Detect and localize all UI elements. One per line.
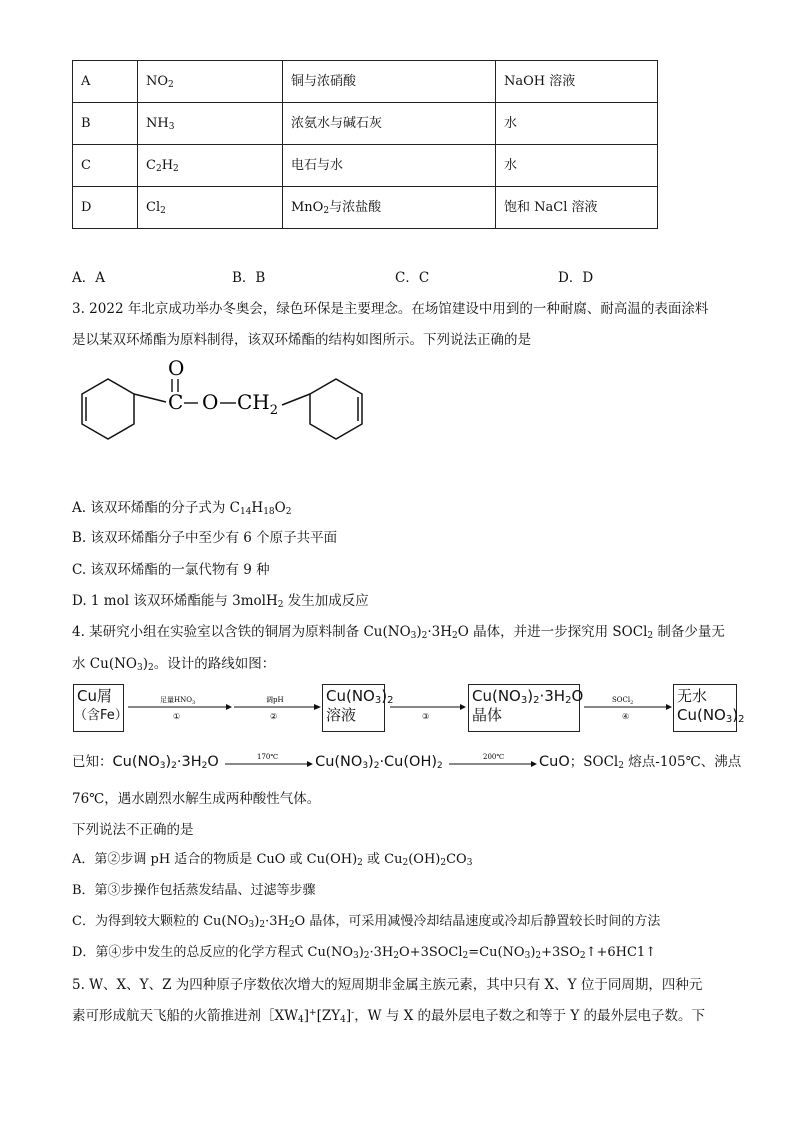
option-c: C．C <box>395 270 430 286</box>
flow-arrow-4 <box>582 690 674 722</box>
table-row <box>73 187 658 229</box>
flow-box-anhydrous: 无水 $Cu(NO_3)_2$ <box>673 684 737 732</box>
q4-known-line1: 已知：$Cu(NO_3)_2\cdot 3H_2O$ 170℃ $Cu(NO_3)_2\cdot Cu(OH)_2$ 200℃ CuO；SOCl$_2$ 熔点-105℃、沸点 <box>72 753 742 771</box>
row-label: A <box>73 61 138 103</box>
arrow4-step: ④ <box>622 712 630 721</box>
q4-stem-line1: 4. 某研究小组在实验室以含铁的铜屑为原料制备 $Cu(NO_3)_2\cdot 3H_2O$ 晶体，并进一步探究用 SOCl$_2$ 制备少量无 <box>72 624 725 641</box>
absorber-cell: 水 <box>496 103 658 145</box>
q3-option-d: D. 1 mol 该双环烯酯能与 3molH$_2$ 发生加成反应 <box>72 593 369 610</box>
gas-cell: $C_2H_2$ <box>138 145 283 187</box>
arrow4-reagent: SOCl$_2$ <box>612 696 634 706</box>
table-row <box>73 61 658 103</box>
arrow3-step: ③ <box>422 712 430 721</box>
table-row <box>73 145 658 187</box>
q5-stem-line1: 5. W、X、Y、Z 为四种原子序数依次增大的短周期非金属主族元素，其中只有 X、Y 位于同周期，四种元 <box>72 977 703 993</box>
flow-box-start: Cu屑 （含Fe） <box>73 684 124 732</box>
arrow2-step: ② <box>270 712 278 721</box>
condition-170: 170℃ <box>257 753 279 761</box>
option-a: A．A <box>72 270 105 286</box>
q2-options <box>72 269 672 287</box>
q4-stem: 下列说法不正确的是 <box>72 822 194 838</box>
absorber-cell: 水 <box>496 145 658 187</box>
row-label: B <box>73 103 138 145</box>
option-d: D．D <box>558 270 594 286</box>
q5-stem-line2: 素可形成航天飞船的火箭推进剂$[XW_4]^+[ZY_4]^-$，W 与 X 的最外层电子数之和等于 Y 的最外层电子数。下 <box>72 1008 706 1025</box>
q3-stem-line1: 3. 2022 年北京成功举办冬奥会，绿色环保是主要理念。在场馆建设中用到的一种耐腐、耐高温的表面涂料 <box>72 301 709 317</box>
q4-stem-line2: 水 $Cu(NO_3)_2$。设计的路线如图： <box>72 656 276 673</box>
reagent-cell: 电石与水 <box>283 145 496 187</box>
gas-cell: $Cl_2$ <box>138 187 283 229</box>
row-label: D <box>73 187 138 229</box>
right-ring <box>310 379 362 439</box>
carbon-label: C <box>168 390 184 414</box>
row-label: C <box>73 145 138 187</box>
carbonyl-oxygen-label: O <box>168 356 185 380</box>
flow-arrow-3 <box>388 690 468 722</box>
reagent-cell: MnO$_2$与浓盐酸 <box>283 187 496 229</box>
gas-cell: $NH_3$ <box>138 103 283 145</box>
reaction-arrow-170 <box>223 752 315 770</box>
q4-option-b: B．第③步操作包括蒸发结晶、过滤等步骤 <box>72 883 316 898</box>
absorber-cell: 饱和 NaCl 溶液 <box>496 187 658 229</box>
flow-box-solution: $Cu(NO_3)_2$ 溶液 <box>322 684 385 732</box>
q4-option-a: A．第②步调 pH 适合的物质是 CuO 或 $Cu(OH)_2$ 或 $Cu_2(OH)_2CO_3$ <box>72 852 473 868</box>
flow-box-crystal: $Cu(NO_3)_2\cdot 3H_2O$ 晶体 <box>468 684 580 732</box>
q3-option-c: C. 该双环烯酯的一氯代物有 9 种 <box>72 562 270 578</box>
reagent-table <box>72 60 658 229</box>
reagent-cell: 铜与浓硝酸 <box>283 61 496 103</box>
q3-option-a: A. 该双环烯酯的分子式为 $C_{14}H_{18}O_2$ <box>72 500 292 517</box>
flow-arrows-1-2 <box>126 690 322 722</box>
q3-stem-line2: 是以某双环烯酯为原料制得，该双环烯酯的结构如图所示。下列说法正确的是 <box>72 332 531 348</box>
condition-200: 200℃ <box>483 753 505 761</box>
q3-option-b: B. 该双环烯酯分子中至少有 6 个原子共平面 <box>72 530 338 546</box>
reaction-arrow-200 <box>447 752 539 770</box>
reagent-cell: 浓氨水与碱石灰 <box>283 103 496 145</box>
left-ring <box>82 379 134 439</box>
methylene-label: $CH_2$ <box>237 390 279 418</box>
arrow2-reagent: 调pH <box>266 696 284 704</box>
table-row <box>73 103 658 145</box>
absorber-cell: NaOH 溶液 <box>496 61 658 103</box>
bicyclic-ester-structure <box>72 352 372 452</box>
q4-known-line2: 76℃，遇水剧烈水解生成两种酸性气体。 <box>72 791 321 807</box>
ester-oxygen-label: O <box>202 390 219 414</box>
arrow1-reagent: 足量$HNO_3$ <box>160 696 196 706</box>
q4-option-d: D．第④步中发生的总反应的化学方程式 $Cu(NO_3)_2\cdot 3H_2O+3SOCl_2=Cu(NO_3)_2+3SO_2↑+6HC1↑$ <box>72 945 657 961</box>
option-b: B．B <box>232 270 266 286</box>
arrow1-step: ① <box>173 712 181 721</box>
q4-option-c: C．为得到较大颗粒的 $Cu(NO_3)_2\cdot 3H_2O$ 晶体，可采用减慢冷却结晶速度或冷却后静置较长时间的方法 <box>72 914 661 930</box>
gas-cell: $NO_2$ <box>138 61 283 103</box>
